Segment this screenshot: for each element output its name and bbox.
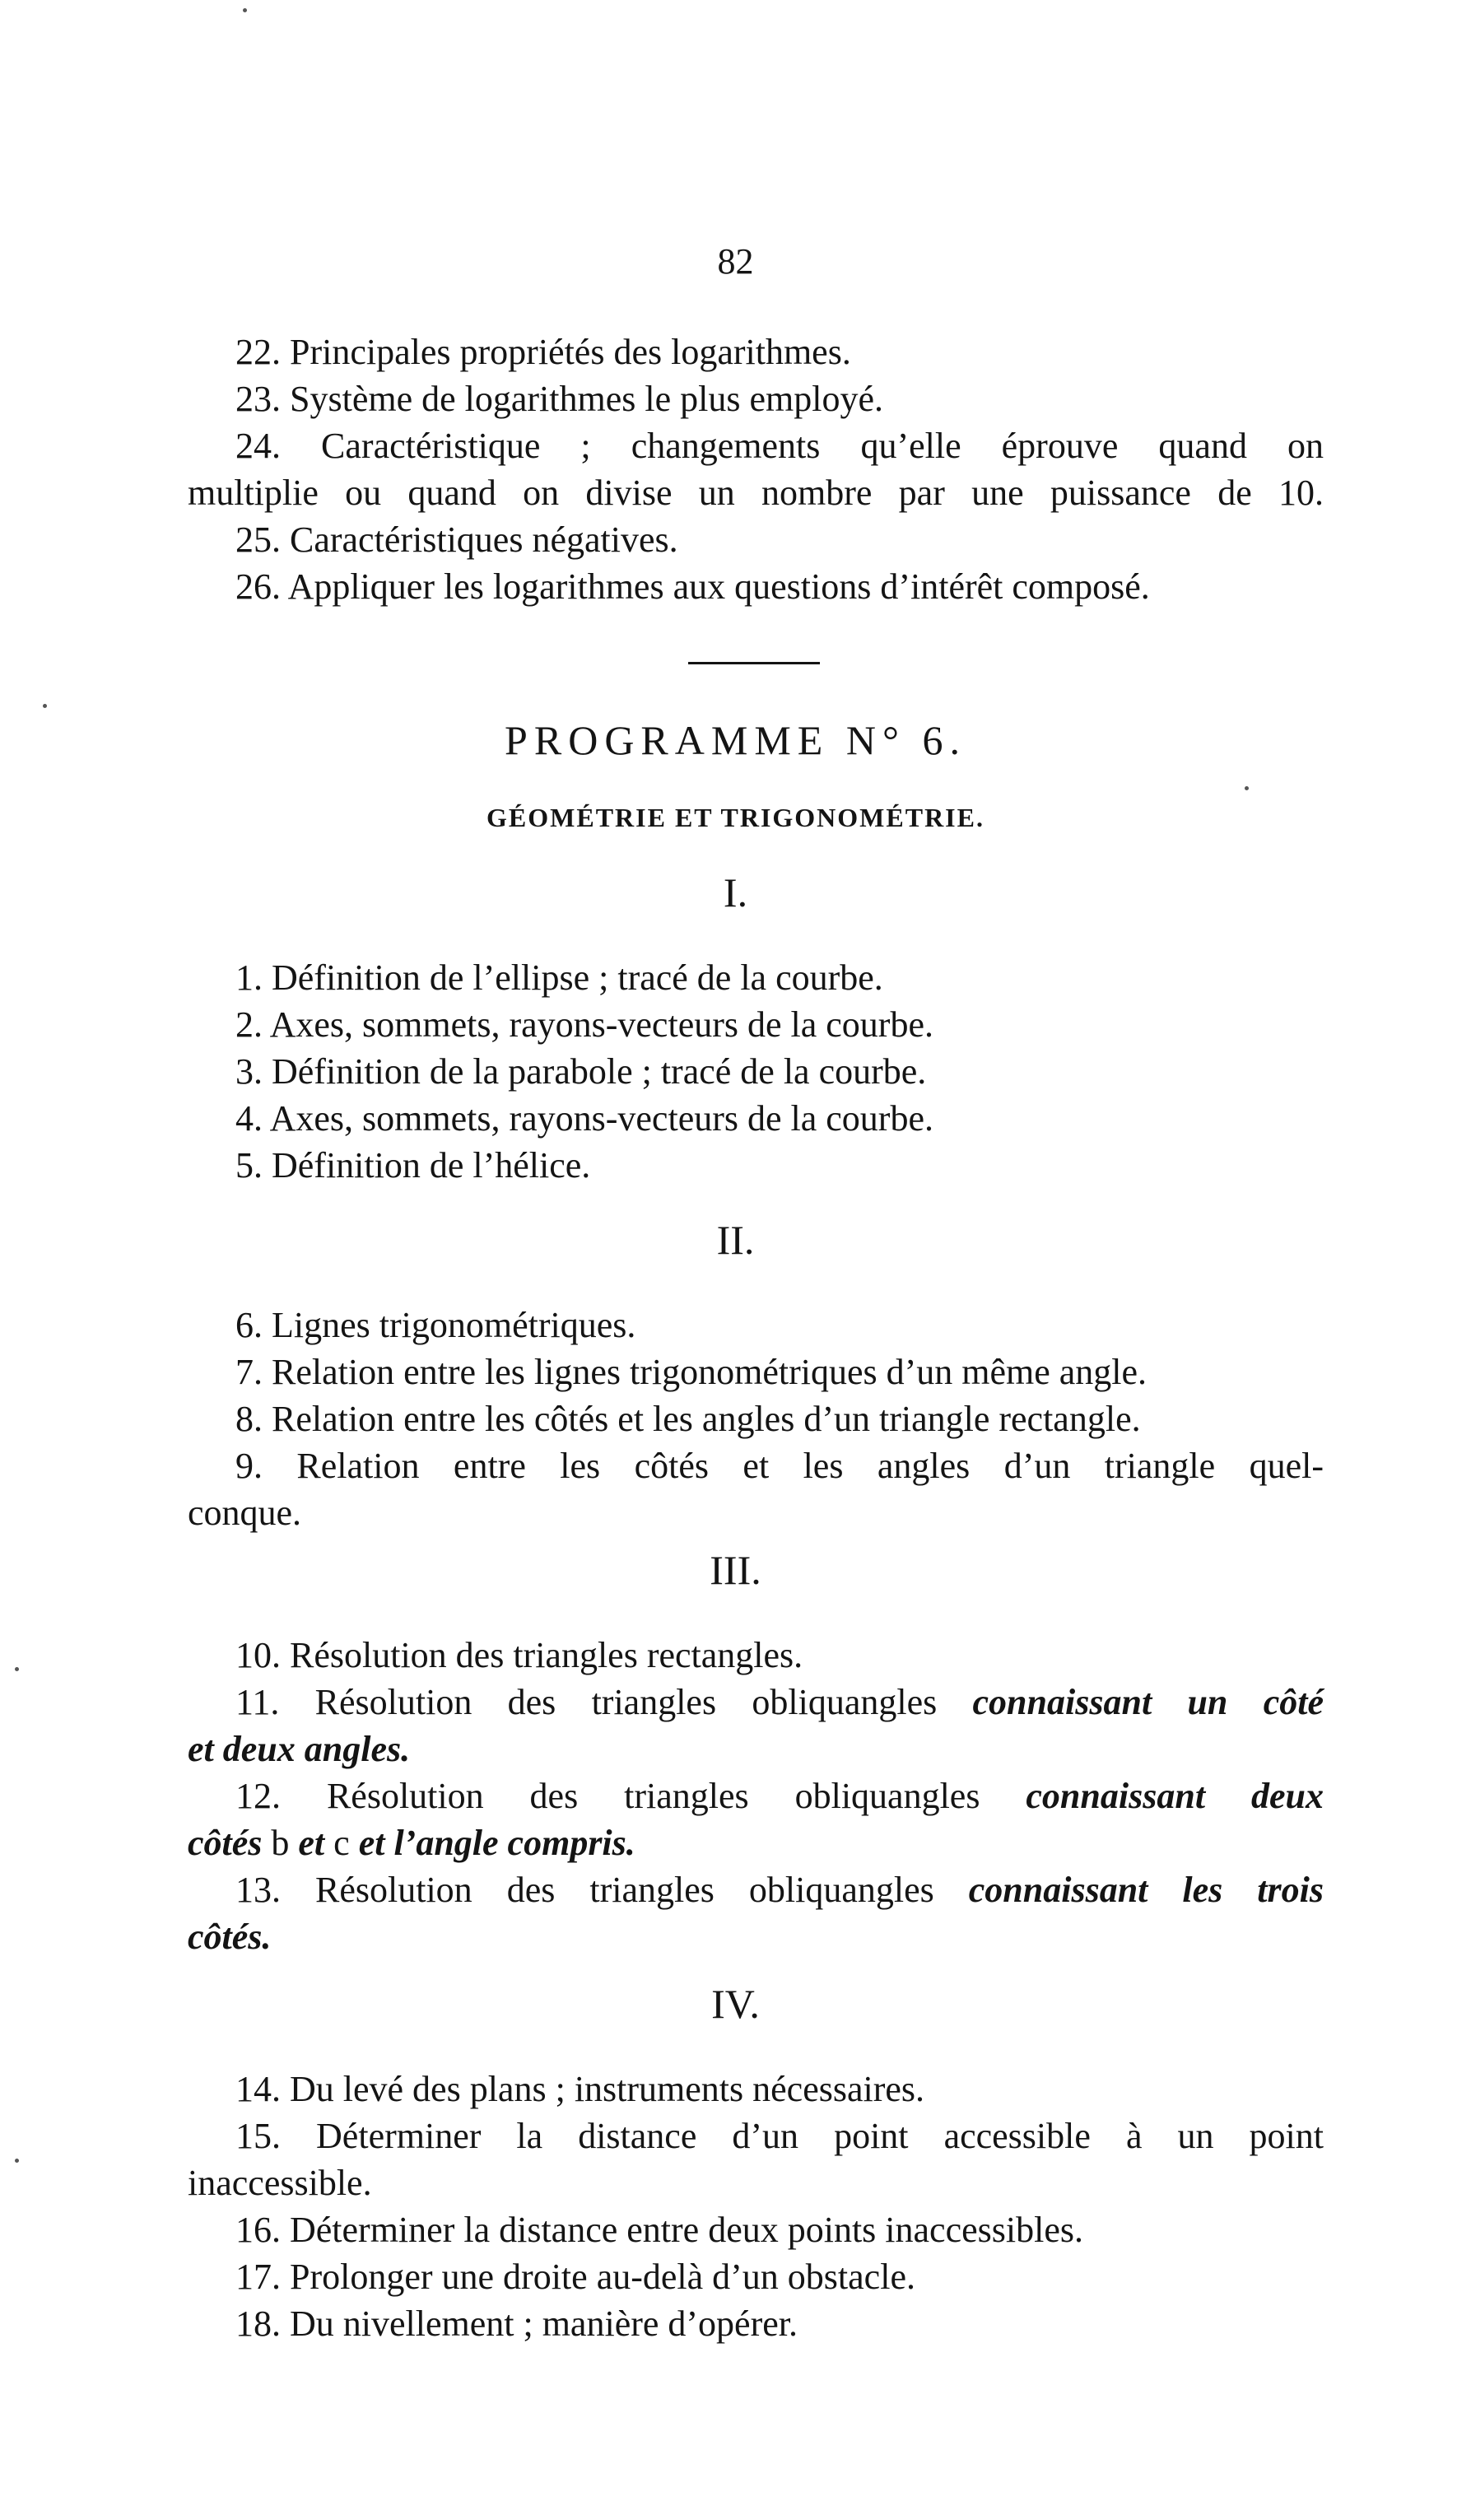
scan-speck: [1245, 786, 1249, 790]
list-item: 22. Principales propriétés des logarithmes.: [235, 332, 851, 372]
list-item: 2. Axes, sommets, rayons-vecteurs de la courbe.: [235, 1004, 933, 1045]
list-item: 15. Déterminer la distance d’un point accessible à un point: [235, 2116, 1324, 2156]
list-item-continuation: [188, 1820, 1324, 1866]
item-italic-text: et deux angles.: [188, 1729, 411, 1769]
item-text: 12. Résolution des triangles obliquangles: [235, 1776, 1026, 1816]
scan-speck: [15, 2159, 19, 2163]
item-text: 13. Résolution des triangles obliquangles: [235, 1870, 969, 1910]
list-item-continuation: conque.: [188, 1493, 302, 1533]
item-italic-text: et l’angle compris.: [358, 1823, 635, 1863]
list-item-continuation: multiplie ou quand on divise un nombre par une puissance de 10.: [188, 473, 1324, 513]
list-item: 18. Du nivellement ; manière d’opérer.: [235, 2303, 798, 2344]
item-italic-text: et: [298, 1823, 325, 1863]
list-item: 7. Relation entre les lignes trigonométriques d’un même angle.: [235, 1352, 1147, 1392]
list-item-continuation: inaccessible.: [188, 2163, 372, 2203]
list-item: 26. Appliquer les logarithmes aux questions d’intérêt composé.: [235, 566, 1150, 607]
item-italic-text: côtés.: [188, 1917, 272, 1957]
page-number: 82: [717, 241, 754, 282]
list-item: [188, 1867, 1324, 1913]
list-item: 14. Du levé des plans ; instruments nécessaires.: [235, 2069, 925, 2109]
section-heading: I.: [723, 869, 748, 915]
item-italic-text: connaissant deux: [1026, 1776, 1324, 1816]
item-text: 11. Résolution des triangles obliquangles: [235, 1682, 973, 1722]
item-text: c: [324, 1823, 359, 1863]
section-divider: [688, 662, 820, 664]
section-heading: II.: [716, 1217, 755, 1263]
list-item-continuation: [188, 1914, 1324, 1960]
programme-title: PROGRAMME N° 6.: [505, 717, 966, 763]
list-item: 25. Caractéristiques négatives.: [235, 519, 678, 560]
item-italic-text: connaissant les trois: [968, 1870, 1324, 1910]
list-item: [188, 1679, 1324, 1726]
scan-speck: [243, 8, 247, 12]
list-item: 10. Résolution des triangles rectangles.: [235, 1635, 803, 1675]
list-item: 24. Caractéristique ; changements qu’elle éprouve quand on: [235, 426, 1324, 466]
item-italic-text: côtés: [188, 1823, 263, 1863]
list-item: 23. Système de logarithmes le plus employé.: [235, 379, 883, 419]
list-item: 6. Lignes trigonométriques.: [235, 1305, 636, 1345]
list-item: 5. Définition de l’hélice.: [235, 1145, 591, 1185]
item-text: b: [262, 1823, 299, 1863]
list-item: 16. Déterminer la distance entre deux points inaccessibles.: [235, 2210, 1083, 2250]
scan-speck: [43, 704, 47, 708]
section-heading: IV.: [711, 1981, 760, 2027]
list-item: 3. Définition de la parabole ; tracé de la courbe.: [235, 1051, 927, 1092]
list-item: 4. Axes, sommets, rayons-vecteurs de la courbe.: [235, 1098, 933, 1139]
list-item: 9. Relation entre les côtés et les angles d’un triangle quel-: [235, 1446, 1324, 1486]
list-item: [188, 1773, 1324, 1819]
list-item: 8. Relation entre les côtés et les angles d’un triangle rectangle.: [235, 1399, 1141, 1439]
list-item: 1. Définition de l’ellipse ; tracé de la courbe.: [235, 957, 883, 998]
item-italic-text: connaissant un côté: [972, 1682, 1324, 1722]
programme-subtitle: GÉOMÉTRIE ET TRIGONOMÉTRIE.: [486, 803, 985, 832]
list-item: 17. Prolonger une droite au-delà d’un obstacle.: [235, 2257, 915, 2297]
section-heading: III.: [710, 1547, 761, 1593]
list-item-continuation: [188, 1726, 1324, 1772]
scan-speck: [15, 1667, 19, 1671]
